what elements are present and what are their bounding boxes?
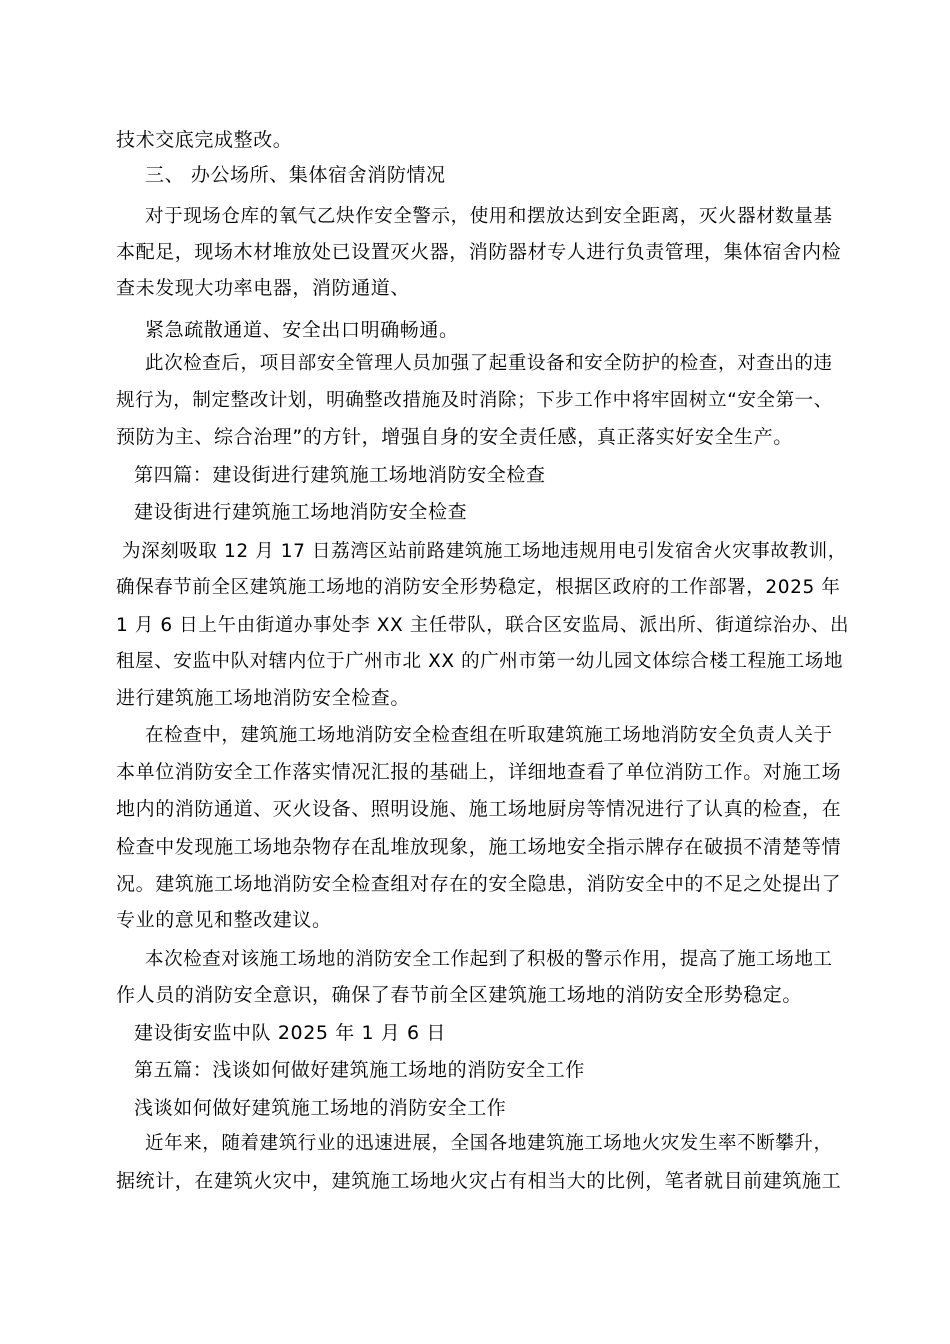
text-line: 为深刻吸取 12 月 17 日荔湾区站前路建筑施工场地违规用电引发宿舍火灾事故教训， [122,541,847,562]
text-line: 本次检查对该施工场地的消防安全工作起到了积极的警示作用，提高了施工场地工 [145,949,833,970]
signature-line: 建设街安监中队 2025 年 1 月 6 日 [134,1022,446,1044]
text-line: 在检查中，建筑施工场地消防安全检查组在听取建筑施工场地消防安全负责人关于 [145,725,833,746]
text-line: 检查中发现施工场地杂物存在乱堆放现象，施工场地安全指示牌存在破损不清楚等情 [116,836,842,858]
text-line: 况。建筑施工场地消防安全检查组对存在的安全隐患，消防安全中的不足之处提出了 [116,873,842,895]
text-line: 本配足，现场木材堆放处已设置灭火器，消防器材专人进行负责管理，集体宿舍内检 [116,241,842,263]
text-line: 1 月 6 日上午由街道办事处李 XX 主任带队，联合区安监局、派出所、街道综治办、出 [116,615,850,636]
text-line: 技术交底完成整改。 [116,129,293,151]
text-line: 近年来，随着建筑行业的迅速进展，全国各地建筑施工场地火灾发生率不断攀升， [145,1133,833,1154]
text-line: 此次检查后，项目部安全管理人员加强了起重设备和安全防护的检查，对查出的违 [145,353,833,374]
text-line: 对于现场仓库的氧气乙炔作安全警示，使用和摆放达到安全距离，灭火器材数量基 [145,206,833,227]
article-title: 建设街进行建筑施工场地消防安全检查 [134,501,468,523]
text-line: 规行为，制定整改计划，明确整改措施及时消除；下步工作中将牢固树立“安全第一、 [116,390,833,411]
text-line: 预防为主、综合治理”的方针，增强自身的安全责任感，真正落实好安全生产。 [116,426,793,448]
text-line: 本单位消防安全工作落实情况汇报的基础上，详细地查看了单位消防工作。对施工场 [116,761,842,783]
text-line: 地内的消防通道、灭火设备、照明设施、施工场地厨房等情况进行了认真的检查，在 [116,798,842,820]
chapter-title: 第四篇：建设街进行建筑施工场地消防安全检查 [134,464,546,486]
text-line: 据统计，在建筑火灾中，建筑施工场地火灾占有相当大的比例，笔者就目前建筑施工 [116,1170,842,1192]
chapter-title: 第五篇：浅谈如何做好建筑施工场地的消防安全工作 [134,1059,585,1081]
text-line: 租屋、安监中队对辖内位于广州市北 XX 的广州市第一幼儿园文体综合楼工程施工场地 [116,651,844,672]
article-title: 浅谈如何做好建筑施工场地的消防安全工作 [134,1097,507,1119]
text-line: 确保春节前全区建筑施工场地的消防安全形势稳定，根据区政府的工作部署，2025 年 [116,577,841,598]
text-line: 专业的意见和整改建议。 [116,909,332,931]
text-line: 进行建筑施工场地消防安全检查。 [116,687,411,709]
text-line: 紧急疏散通道、安全出口明确畅通。 [145,319,459,341]
section-heading: 三、 办公场所、集体宿舍消防情况 [145,164,446,186]
text-line: 查未发现大功率电器，消防通道、 [116,277,411,299]
text-line: 作人员的消防安全意识，确保了春节前全区建筑施工场地的消防安全形势稳定。 [116,984,803,1006]
